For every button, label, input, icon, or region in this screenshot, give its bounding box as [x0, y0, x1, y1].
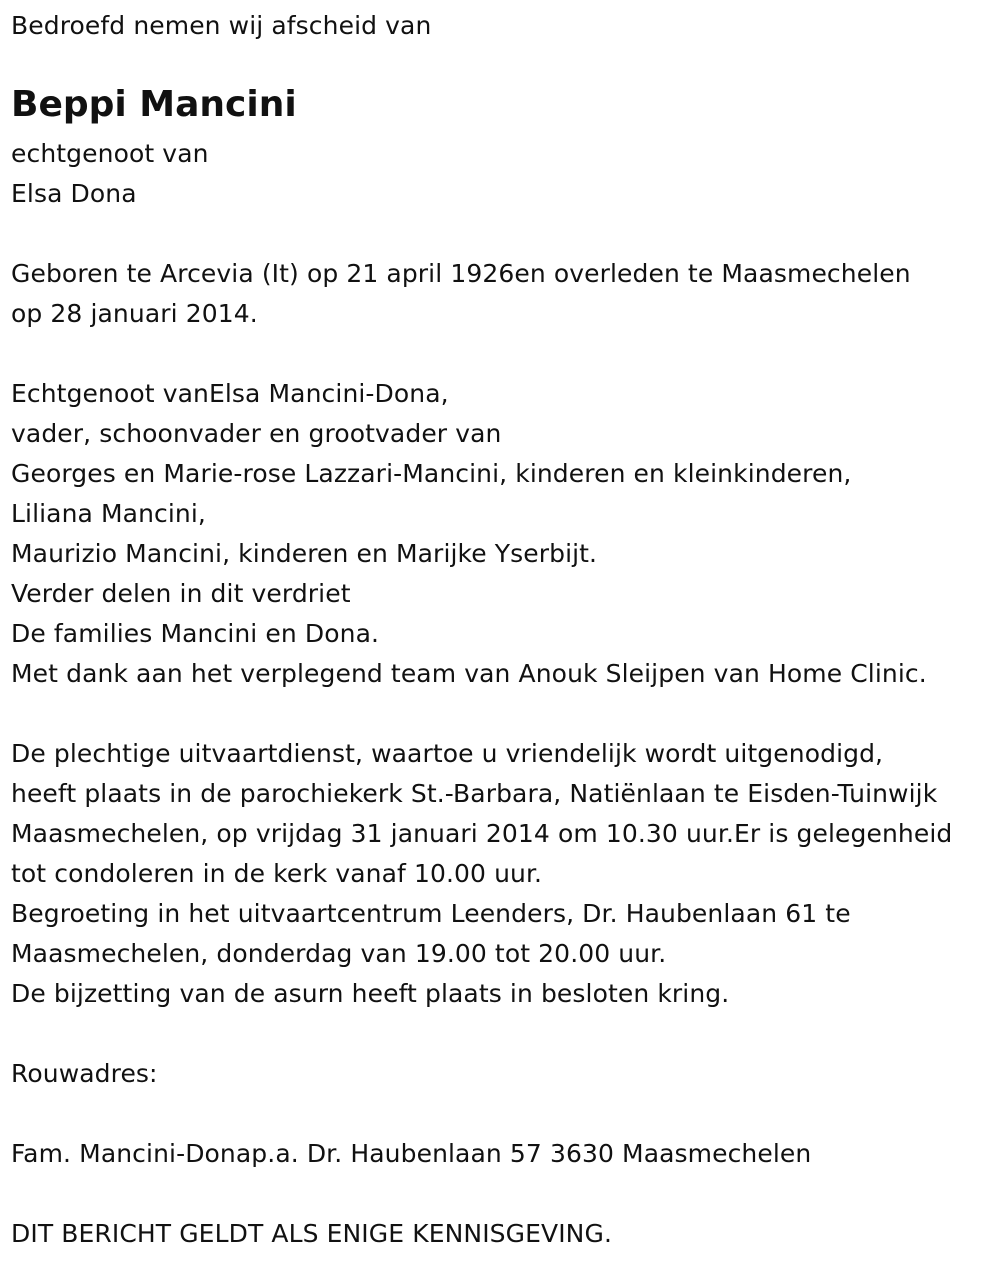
address-label: Rouwadres: [11, 1059, 158, 1088]
service-line: tot condoleren in de kerk vanaf 10.00 uur. [11, 859, 543, 888]
birth-death-block [11, 254, 911, 334]
family-line: Echtgenoot vanElsa Mancini-Dona, [11, 379, 449, 408]
address-block [11, 1134, 811, 1174]
spouse-line: Elsa Dona [11, 179, 137, 208]
family-line: Met dank aan het verplegend team van Anouk Sleijpen van Home Clinic. [11, 659, 927, 688]
spouse-block [11, 134, 209, 214]
service-line: Maasmechelen, op vrijdag 31 januari 2014 om 10.30 uur.Er is gelegenheid [11, 819, 953, 848]
notice-block [11, 1214, 612, 1254]
birth-death-line: Geboren te Arcevia (It) op 21 april 1926en overleden te Maasmechelen [11, 259, 911, 288]
service-line: De plechtige uitvaartdienst, waartoe u vriendelijk wordt uitgenodigd, [11, 739, 884, 768]
address-label-block [11, 1054, 158, 1094]
family-block [11, 374, 927, 694]
service-line: Maasmechelen, donderdag van 19.00 tot 20.00 uur. [11, 939, 667, 968]
family-line: Liliana Mancini, [11, 499, 206, 528]
family-line: De families Mancini en Dona. [11, 619, 380, 648]
mourning-address: Fam. Mancini-Donap.a. Dr. Haubenlaan 57 3630 Maasmechelen [11, 1139, 812, 1168]
spouse-line: echtgenoot van [11, 139, 209, 168]
service-block [11, 734, 952, 1014]
official-notice: DIT BERICHT GELDT ALS ENIGE KENNISGEVING. [11, 1219, 612, 1248]
family-line: Verder delen in dit verdriet [11, 579, 351, 608]
service-line: Begroeting in het uitvaartcentrum Leenders, Dr. Haubenlaan 61 te [11, 899, 851, 928]
deceased-name: Beppi Mancini [11, 84, 297, 125]
service-line: De bijzetting van de asurn heeft plaats in besloten kring. [11, 979, 730, 1008]
service-line: heeft plaats in de parochiekerk St.-Barbara, Natiënlaan te Eisden-Tuinwijk [11, 779, 938, 808]
family-line: Georges en Marie-rose Lazzari-Mancini, kinderen en kleinkinderen, [11, 459, 852, 488]
intro-text: Bedroefd nemen wij afscheid van [11, 11, 432, 40]
family-line: Maurizio Mancini, kinderen en Marijke Yserbijt. [11, 539, 598, 568]
birth-death-line: op 28 januari 2014. [11, 299, 258, 328]
family-line: vader, schoonvader en grootvader van [11, 419, 502, 448]
